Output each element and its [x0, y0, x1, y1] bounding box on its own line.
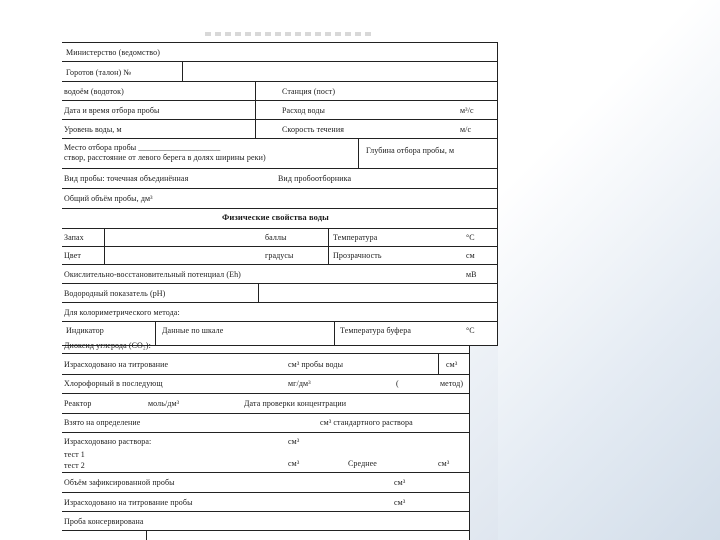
row-divider [62, 188, 498, 189]
cell-divider [182, 61, 183, 81]
test2-label: тест 2 [64, 461, 85, 470]
cell-divider [469, 345, 470, 540]
sampling-place-label: Место отбора пробы ____________________ [64, 143, 221, 152]
row-divider [62, 530, 470, 531]
cm3-unit: см³ [446, 360, 458, 369]
station-label: Станция (пост) [282, 87, 336, 96]
row-divider [62, 81, 498, 82]
sheet-edge-background [470, 345, 498, 540]
spent-solution-label: Израсходовано раствора: [64, 437, 152, 446]
degrees-label: градусы [265, 251, 294, 260]
row-divider [62, 353, 470, 354]
average-label: Среднее [348, 459, 377, 468]
transparency-unit: см [466, 251, 475, 260]
sampling-place-note: створ, расстояние от левого берега в долях ширины реки) [64, 153, 266, 162]
row-divider [62, 61, 498, 62]
row-divider [62, 246, 498, 247]
reagent-label: Реактор [64, 399, 92, 408]
cell-divider [438, 353, 439, 374]
row-divider [62, 119, 498, 120]
temperature-label: Температура [333, 233, 378, 242]
water-body-label: водоём (водоток) [64, 87, 124, 96]
row-divider [62, 42, 498, 43]
row-divider [62, 492, 470, 493]
row-divider [62, 264, 498, 265]
buffer-temp-label: Температура буфера [340, 326, 411, 335]
color-label: Цвет [64, 251, 81, 260]
row-divider [62, 374, 470, 375]
conc-check-date-label: Дата проверки концентрации [244, 399, 347, 408]
cell-divider [104, 228, 105, 264]
row-divider [62, 393, 470, 394]
cell-divider [155, 321, 156, 345]
cell-divider [497, 42, 498, 345]
cell-divider [328, 228, 329, 264]
cell-divider [334, 321, 335, 345]
water-level-label: Уровень воды, м [64, 125, 122, 134]
chloride-label: Хлорофорный в последующ [64, 379, 163, 388]
row-divider [62, 413, 470, 414]
cell-divider [146, 530, 147, 540]
odor-label: Запах [64, 233, 84, 242]
mol-dm3-unit: моль/дм³ [148, 399, 180, 408]
scale-data-label: Данные по шкале [162, 326, 224, 335]
taken-for-det-label: Взято на определение [64, 418, 141, 427]
buffer-temp-unit: °С [466, 326, 475, 335]
row-divider [62, 511, 470, 512]
method-label: метод) [440, 379, 464, 388]
post-label: Горотов (талон) № [66, 68, 132, 77]
cm3-sample-label: см³ пробы воды [288, 360, 344, 369]
row-divider [62, 302, 498, 303]
indicator-label: Индикатор [66, 326, 104, 335]
date-time-label: Дата и время отбора пробы [64, 106, 160, 115]
sample-type-label: Вид пробы: точечная объединённая [64, 174, 189, 183]
temperature-unit: °С [466, 233, 475, 242]
flow-rate-unit: м³/с [460, 106, 474, 115]
volume-fixed-label: Объём зафиксированной пробы [64, 478, 175, 487]
cell-divider [255, 81, 256, 138]
current-speed-label: Скорость течения [282, 125, 344, 134]
row-divider [62, 472, 470, 473]
row-divider [62, 228, 498, 229]
flow-rate-label: Расход воды [282, 106, 326, 115]
sampling-depth-label: Глубина отбора пробы, м [366, 146, 455, 155]
colorimetric-label: Для колориметрического метода: [64, 308, 180, 317]
cell-divider [358, 138, 359, 168]
cm3-unit: см³ [438, 459, 450, 468]
row-divider [62, 321, 498, 322]
row-divider [62, 432, 470, 433]
redox-unit: мВ [466, 270, 477, 279]
current-speed-unit: м/с [460, 125, 472, 134]
cm3-unit: см³ [288, 459, 300, 468]
ministry-label: Министерство (ведомство) [66, 48, 160, 57]
transparency-label: Прозрачность [333, 251, 382, 260]
cm3-unit: см³ [394, 498, 406, 507]
sampler-type-label: Вид пробоотборника [278, 174, 352, 183]
row-divider [62, 283, 498, 284]
cm3-unit: см³ [288, 437, 300, 446]
cm3-std-label: см³ стандартного раствора [320, 418, 413, 427]
ph-label: Водородный показатель (pH) [64, 289, 166, 298]
spent-titration-label: Израсходовано на титрование [64, 360, 169, 369]
cell-divider [258, 283, 259, 302]
total-volume-label: Общий объём пробы, дм³ [64, 194, 153, 203]
row-divider [62, 100, 498, 101]
row-divider [62, 208, 498, 209]
spent-titrate-sample-label: Израсходовано на титрование пробы [64, 498, 193, 507]
cm3-unit: см³ [394, 478, 406, 487]
row-divider [62, 138, 498, 139]
paren-open: ( [396, 379, 399, 388]
co2-label: Диоксид углерода (CO₂): [64, 341, 151, 350]
points-label: баллы [265, 233, 287, 242]
physical-properties-heading: Физические свойства воды [222, 212, 329, 222]
redox-label: Окислительно-восстановительный потенциал (Eh) [64, 270, 241, 279]
scan-artifact [205, 32, 375, 36]
mg-dm3-unit: мг/дм³ [288, 379, 311, 388]
preservation-label: Проба консервирована [64, 517, 144, 526]
row-divider [62, 168, 498, 169]
test1-label: тест 1 [64, 450, 85, 459]
